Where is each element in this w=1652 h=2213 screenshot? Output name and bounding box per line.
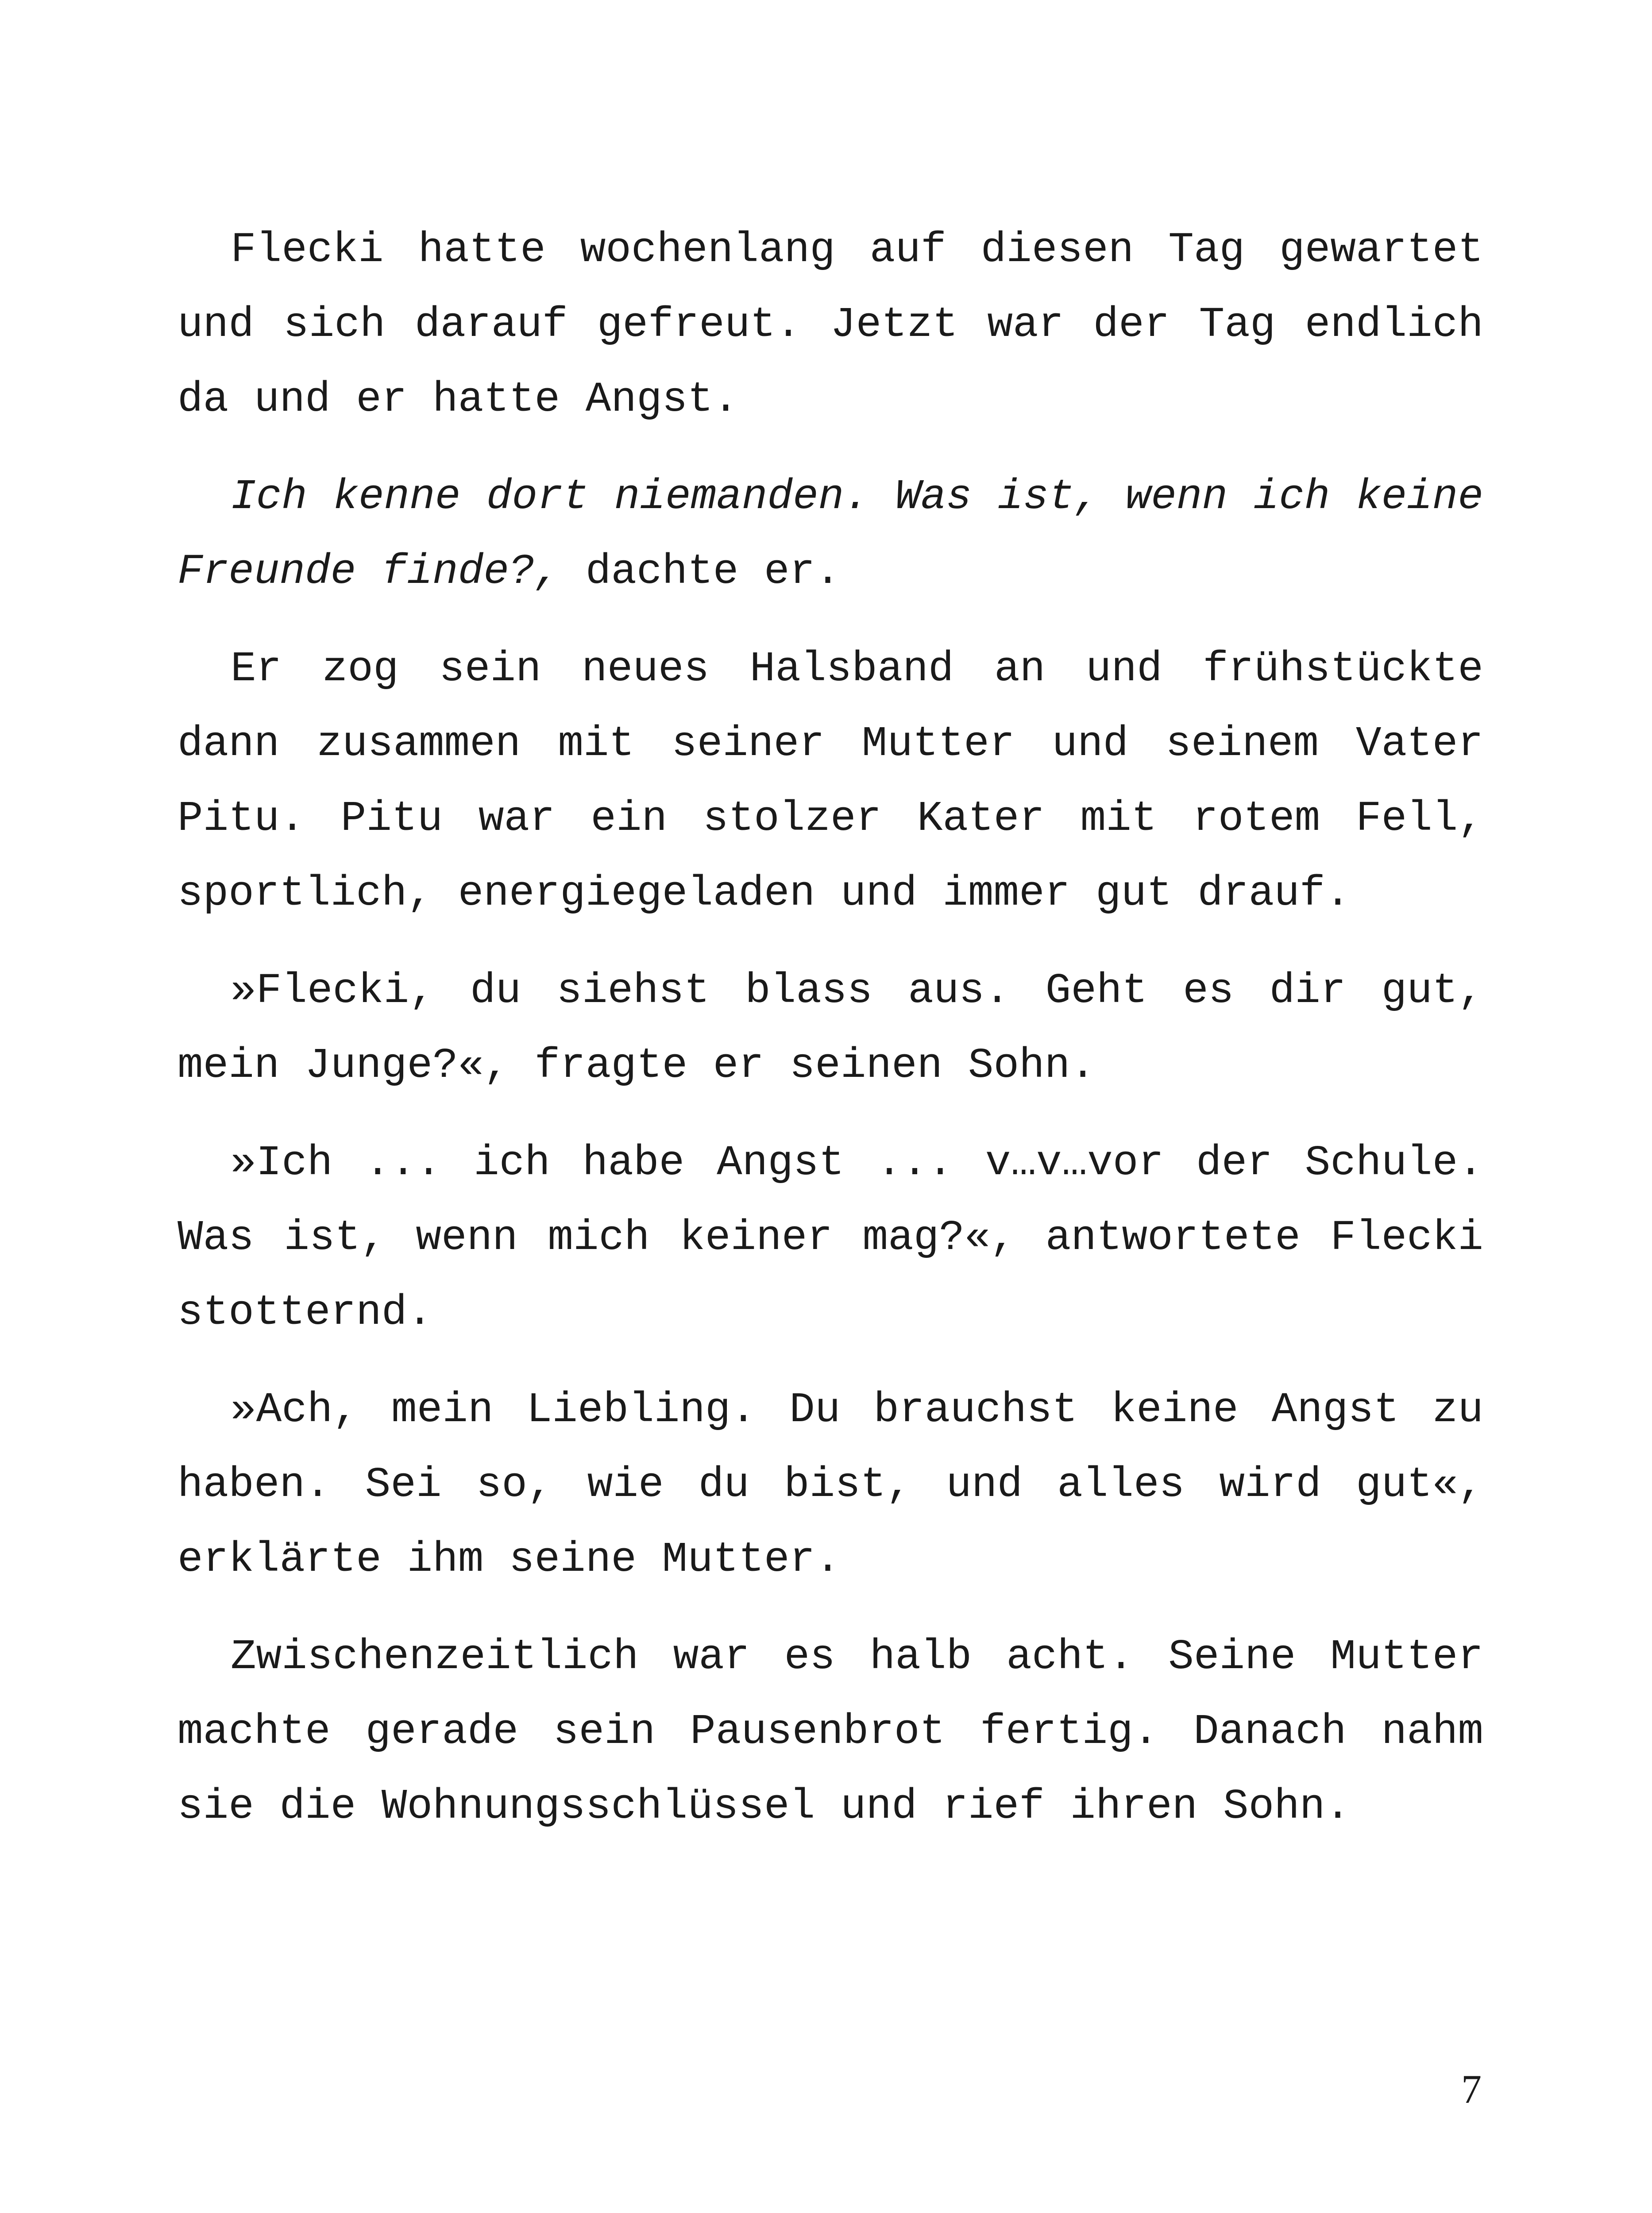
paragraph-6 bbox=[178, 1373, 1483, 1597]
paragraph-7 bbox=[178, 1619, 1483, 1844]
page-number: 7 bbox=[1461, 2066, 1482, 2112]
paragraph-1-text: Flecki hatte wochenlang auf diesen Tag gewartet und sich darauf gefreut. Jetzt war der Tag endlich da und er hatte Angst. bbox=[178, 226, 1483, 424]
paragraph-2 bbox=[178, 459, 1483, 609]
paragraph-2-text: dachte er. bbox=[560, 547, 841, 596]
paragraph-3-text: Er zog sein neues Halsband an und frühstückte dann zusammen mit seiner Mutter und seinem Vater Pitu. Pitu war ein stolzer Kater mit rotem Fell, sportlich, energiegeladen und immer gut drauf. bbox=[178, 645, 1483, 918]
paragraph-1 bbox=[178, 212, 1483, 437]
paragraph-5 bbox=[178, 1126, 1483, 1350]
paragraph-5-text: »Ich ... ich habe Angst ... v…v…vor der Schule. Was ist, wenn mich keiner mag?«, antwortete Flecki stotternd. bbox=[178, 1139, 1483, 1337]
paragraph-6-text: »Ach, mein Liebling. Du brauchst keine Angst zu haben. Sei so, wie du bist, und alles wird gut«, erklärte ihm seine Mutter. bbox=[178, 1386, 1483, 1584]
paragraph-4 bbox=[178, 953, 1483, 1103]
paragraph-7-text: Zwischenzeitlich war es halb acht. Seine Mutter machte gerade sein Pausenbrot fertig. Danach nahm sie die Wohnungsschlüssel und rief ihren Sohn. bbox=[178, 1633, 1483, 1831]
body-text bbox=[178, 212, 1483, 1844]
paragraph-3 bbox=[178, 632, 1483, 931]
paragraph-4-text: »Flecki, du siehst blass aus. Geht es dir gut, mein Junge?«, fragte er seinen Sohn. bbox=[178, 967, 1483, 1090]
paragraph-2-thought: Ich kenne dort niemanden. Was ist, wenn ich keine Freunde finde?, bbox=[178, 473, 1483, 596]
